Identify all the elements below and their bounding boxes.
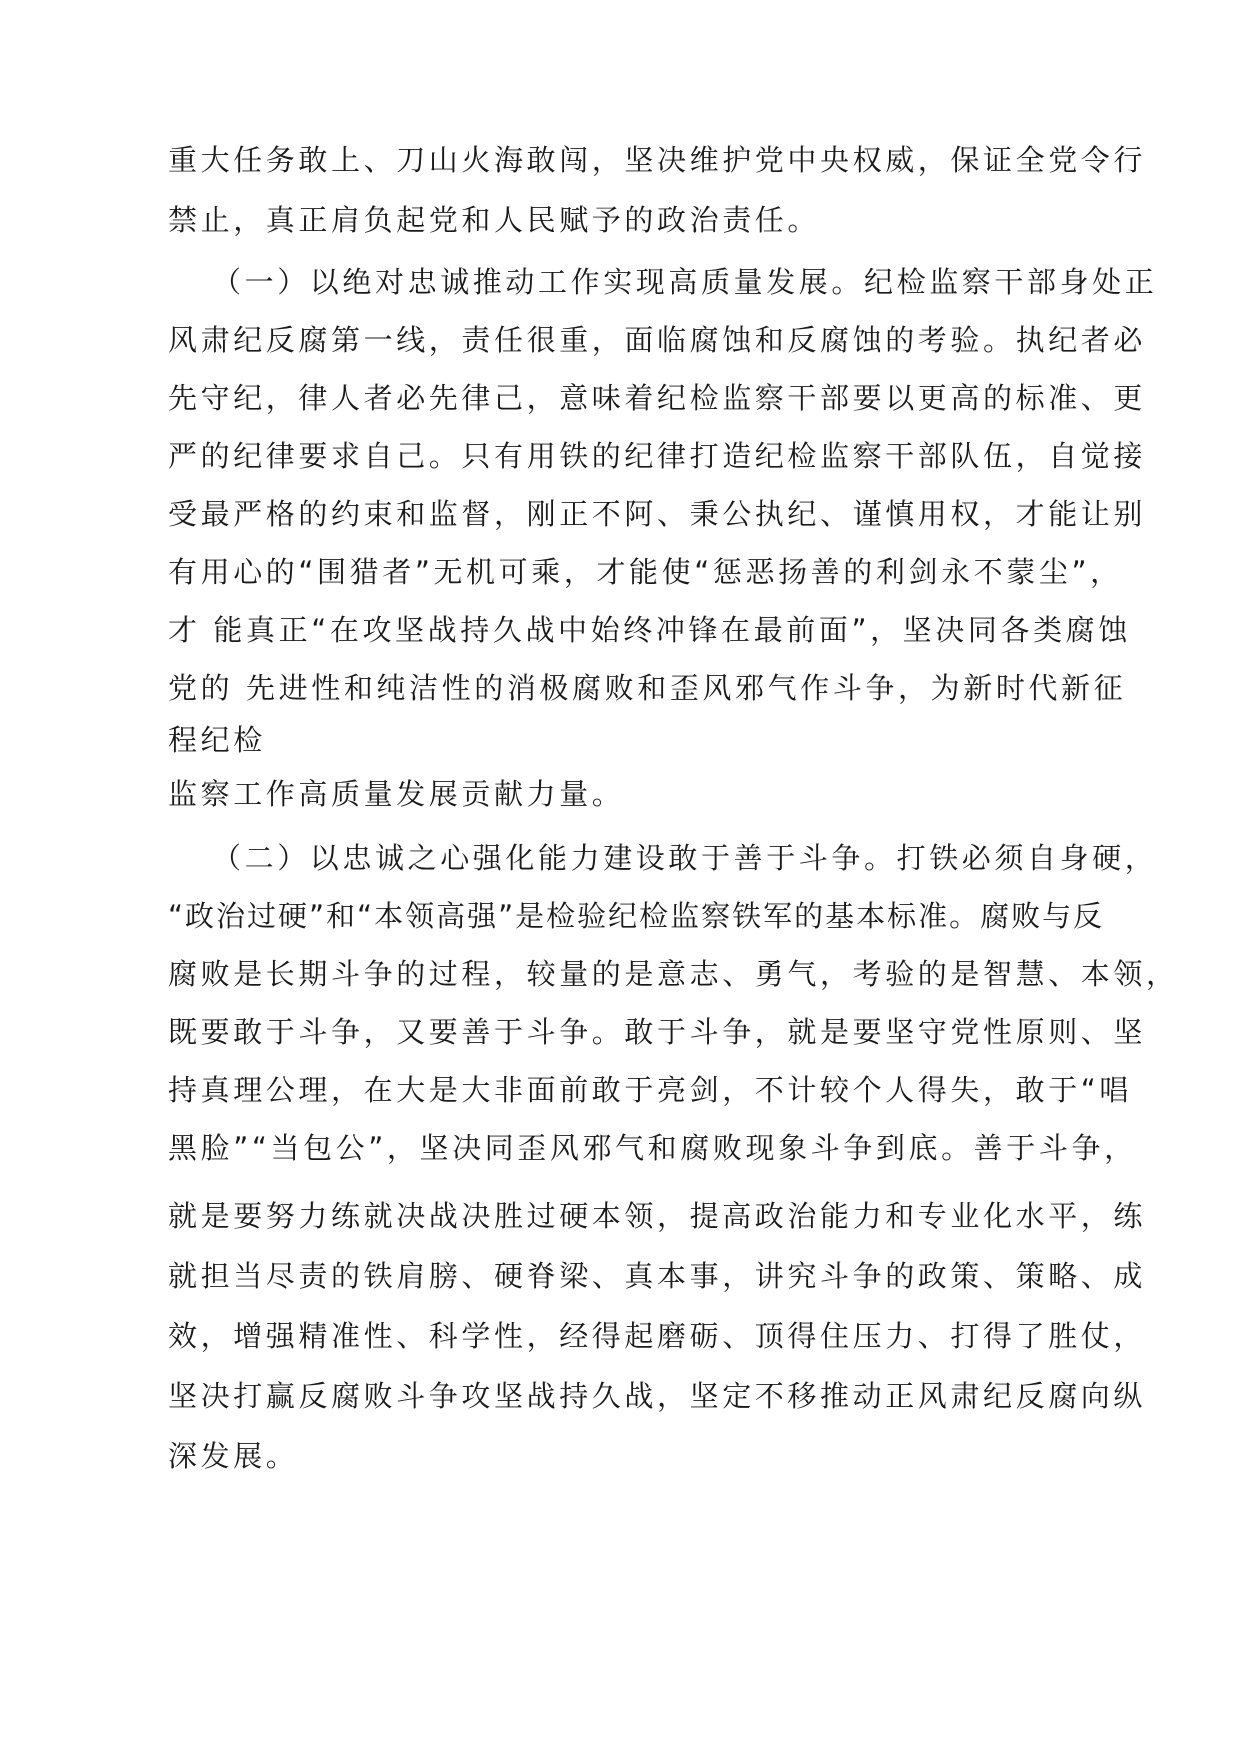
text-line: 先守纪，律人者必先律己，意味着纪检监察干部要以更高的标准、更: [168, 381, 1147, 415]
paragraph-heading-line: （一）以绝对忠诚推动工作实现高质量发展。纪检监察干部身处正: [212, 265, 1158, 299]
text-line: 就是要努力练就决战决胜过硬本领，提高政治能力和专业化水平，练: [168, 1199, 1147, 1233]
text-line: 效，增强精准性、科学性，经得起磨砺、顶得住压力、打得了胜仗，: [168, 1319, 1147, 1353]
text-line: 程纪检: [168, 723, 266, 757]
text-line: 重大任务敢上、刀山火海敢闯，坚决维护党中央权威，保证全党令行: [168, 143, 1147, 177]
text-line: 受最严格的约束和监督，刚正不阿、秉公执纪、谨慎用权，才能让别: [168, 497, 1147, 531]
text-line: 有用心的“围猎者”无机可乘，才能使“惩恶扬善的利剑永不蒙尘”，: [168, 555, 1123, 589]
text-line: 腐败是长期斗争的过程，较量的是意志、勇气，考验的是智慧、本领，: [168, 957, 1179, 991]
paragraph-heading-line: （二）以忠诚之心强化能力建设敢于善于斗争。打铁必须自身硬，: [212, 841, 1158, 875]
text-line: 党的 先进性和纯洁性的消极腐败和歪风邪气作斗争，为新时代新征: [168, 671, 1127, 705]
text-line: 就担当尽责的铁肩膀、硬脊梁、真本事，讲究斗争的政策、策略、成: [168, 1259, 1147, 1293]
text-line: 持真理公理，在大是大非面前敢于亮剑，不计较个人得失，敢于“唱: [168, 1073, 1133, 1107]
text-line: 既要敢于斗争，又要善于斗争。敢于斗争，就是要坚守党性原则、坚: [168, 1015, 1147, 1049]
text-line: 监察工作高质量发展贡献力量。: [168, 777, 625, 811]
text-line: 坚决打赢反腐败斗争攻坚战持久战，坚定不移推动正风肃纪反腐向纵: [168, 1379, 1147, 1413]
text-line: 禁止，真正肩负起党和人民赋予的政治责任。: [168, 203, 821, 237]
text-line: 深发展。: [168, 1439, 299, 1473]
text-line: 严的纪律要求自己。只有用铁的纪律打造纪检监察干部队伍，自觉接: [168, 439, 1147, 473]
text-line: 才 能真正“在攻坚战持久战中始终冲锋在最前面”，坚决同各类腐蚀: [168, 613, 1131, 647]
text-line: 黑脸”“当包公”，坚决同歪风邪气和腐败现象斗争到底。善于斗争，: [168, 1131, 1137, 1165]
text-line: “政治过硬”和“本领高强”是检验纪检监察铁军的基本标准。腐败与反: [168, 899, 1105, 933]
text-line: 风肃纪反腐第一线，责任很重，面临腐蚀和反腐蚀的考验。执纪者必: [168, 323, 1147, 357]
